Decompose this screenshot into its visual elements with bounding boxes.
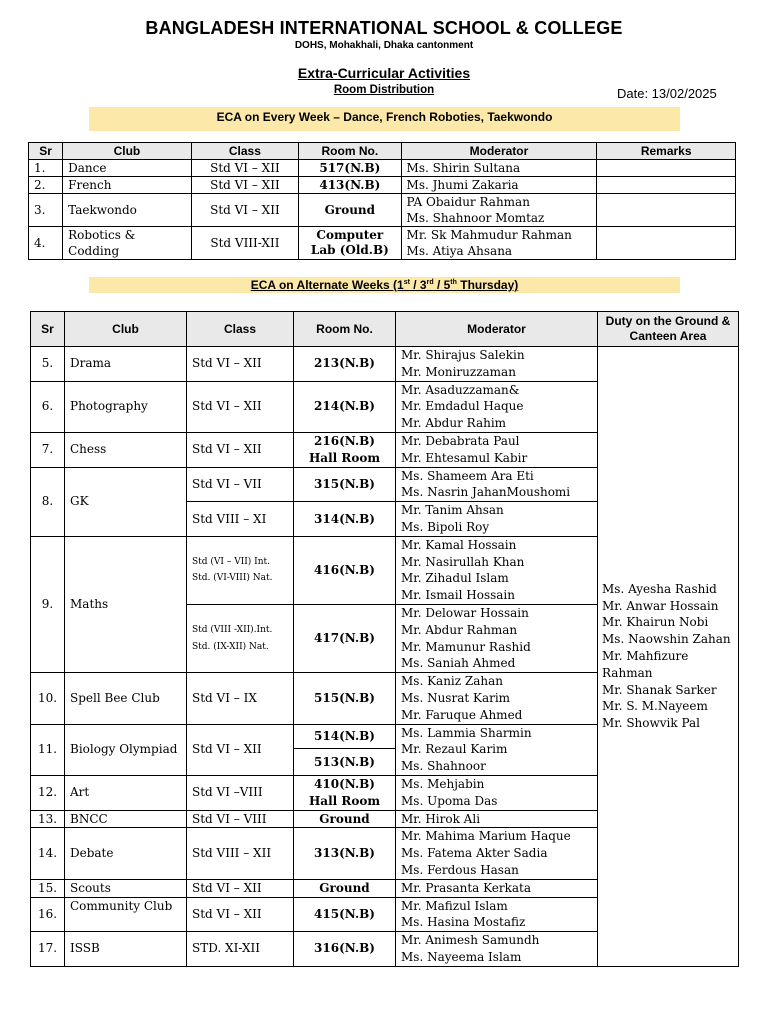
row-room: 316(N.B) [294, 932, 396, 967]
row-room: 315(N.B) [294, 467, 396, 502]
moderator-name: Ms. Ferdous Hasan [401, 862, 519, 877]
row-class: Std VIII-XII [191, 227, 298, 260]
moderator-name: Ms. Nayeema Islam [401, 949, 522, 964]
row-moderator [401, 227, 597, 260]
row-room: 517(N.B) [299, 160, 401, 177]
row-room: 417(N.B) [294, 604, 396, 672]
ordinal-suffix: rd [426, 279, 434, 286]
document-subtitle: Room Distribution [333, 84, 435, 96]
header-room: Room No. [294, 312, 396, 347]
row-room: 413(N.B) [299, 177, 401, 194]
alternate-table [30, 311, 739, 967]
row-club: Biology Olympiad [65, 724, 187, 775]
row-class: Std VIII – XI [187, 502, 294, 537]
row-moderator [396, 775, 598, 810]
alternate-table-header [31, 312, 739, 347]
moderator-name: Mr. Asaduzzaman& [401, 382, 520, 397]
ordinal-suffix: th [450, 279, 457, 286]
header-sr: Sr [29, 143, 63, 160]
row-class: Std VI – VII [187, 467, 294, 502]
row-class: Std VI – XII [187, 879, 294, 897]
row-club: Debate [65, 828, 187, 879]
row-room [294, 432, 396, 467]
moderator-name: Mr. Mamunur Rashid [401, 639, 531, 654]
banner-text: Thursday) [456, 278, 519, 292]
header-duty: Duty on the Ground & Canteen Area [598, 312, 739, 347]
moderator-name: Mr. Abdur Rahim [401, 416, 507, 431]
row-room: 416(N.B) [294, 536, 396, 604]
banner-text: / 3 [409, 278, 427, 292]
row-moderator [396, 381, 598, 432]
school-name: BANGLADESH INTERNATIONAL SCHOOL & COLLEGE [145, 18, 623, 38]
row-club: Spell Bee Club [65, 673, 187, 724]
duty-name: Mr. Mahfizure [602, 648, 689, 663]
moderator-name: Mr. Kamal Hossain [401, 537, 517, 552]
row-sr: 7. [31, 432, 65, 467]
row-moderator [396, 502, 598, 537]
row-room: 514(N.B) [294, 724, 396, 749]
room-number: Hall Room [308, 793, 381, 808]
class-range: Std. (IX-XII) Nat. [192, 641, 269, 652]
room-number: Hall Room [308, 450, 381, 465]
header-moderator: Moderator [396, 312, 598, 347]
row-room: 415(N.B) [294, 897, 396, 932]
row-room: 213(N.B) [294, 347, 396, 382]
moderator-name: Mr. Nasirullah Khan [401, 554, 525, 569]
moderator-name: Mr. Ehtesamul Kabir [401, 450, 528, 465]
row-sr: 4. [29, 227, 63, 260]
moderator-name: PA Obaidur Rahman [406, 195, 530, 209]
row-sr: 1. [29, 160, 63, 177]
header-class: Class [187, 312, 294, 347]
row-class: STD. XI-XII [187, 932, 294, 967]
header-club: Club [65, 312, 187, 347]
row-club: Maths [65, 536, 187, 672]
moderator-name: Mr. Tanim Ahsan [401, 503, 504, 518]
row-moderator [396, 932, 598, 967]
room-number: 410(N.B) [314, 776, 375, 791]
row-club: Chess [65, 432, 187, 467]
row-club: Taekwondo [63, 194, 192, 227]
moderator-name: Ms. Atiya Ahsana [406, 244, 513, 258]
table-row [29, 194, 736, 227]
header-class: Class [191, 143, 298, 160]
row-moderator [396, 536, 598, 604]
row-moderator [396, 673, 598, 724]
table-row [29, 177, 736, 194]
row-sr: 12. [31, 775, 65, 810]
weekly-table [28, 142, 736, 260]
row-club: French [63, 177, 192, 194]
row-sr: 10. [31, 673, 65, 724]
row-moderator [396, 347, 598, 382]
row-moderator [396, 724, 598, 775]
row-sr: 14. [31, 828, 65, 879]
moderator-name: Mr. Sk Mahmudur Rahman [406, 228, 572, 242]
row-room: 515(N.B) [294, 673, 396, 724]
weekly-table-header [29, 143, 736, 160]
row-class: Std VI – XII [187, 381, 294, 432]
row-sr: 5. [31, 347, 65, 382]
table-row [31, 347, 739, 382]
row-club: Scouts [65, 879, 187, 897]
row-sr: 3. [29, 194, 63, 227]
row-sr: 16. [31, 897, 65, 932]
class-range: Std (VIII -XII).Int. [192, 624, 273, 635]
table-row [29, 227, 736, 260]
ordinal-suffix: st [403, 279, 410, 286]
row-club: ISSB [65, 932, 187, 967]
row-moderator [396, 467, 598, 502]
duty-name: Mr. S. M.Nayeem [602, 699, 708, 714]
header-moderator: Moderator [401, 143, 597, 160]
moderator-name: Ms. Lammia Sharmin [401, 725, 532, 740]
header-sr: Sr [31, 312, 65, 347]
row-class [187, 536, 294, 604]
moderator-name: Mr. Abdur Rahman [401, 622, 518, 637]
row-class: Std VI – VIII [187, 810, 294, 828]
moderator-name: Ms. Shameem Ara Eti [401, 468, 534, 483]
class-range: Std (VI – VII) Int. [192, 556, 271, 567]
row-class: Std VI –VIII [187, 775, 294, 810]
moderator-name: Mr. Shirajus Salekin [401, 348, 525, 362]
row-moderator: Ms. Shirin Sultana [401, 160, 597, 177]
moderator-name: Ms. Mehjabin [401, 776, 485, 791]
moderator-name: Mr. Delowar Hossain [401, 605, 529, 620]
alternate-banner [89, 277, 680, 293]
row-room: 214(N.B) [294, 381, 396, 432]
row-club: Photography [65, 381, 187, 432]
class-range: Std. (VI-VIII) Nat. [192, 573, 273, 584]
row-moderator [401, 194, 597, 227]
header-room: Room No. [299, 143, 401, 160]
banner-text: ECA on Alternate Weeks (1 [250, 278, 404, 292]
row-club: BNCC [65, 810, 187, 828]
row-class: Std VIII – XII [187, 828, 294, 879]
header-club: Club [63, 143, 192, 160]
weekly-banner: ECA on Every Week – Dance, French Roboties, Taekwondo [89, 107, 680, 131]
row-room: 513(N.B) [294, 749, 396, 776]
row-remarks [597, 177, 736, 194]
row-moderator [396, 828, 598, 879]
row-room [294, 775, 396, 810]
moderator-name: Ms. Shahnoor [401, 759, 486, 774]
moderator-name: Mr. Animesh Samundh [401, 933, 540, 948]
moderator-name: Mr. Debabrata Paul [401, 433, 520, 448]
row-sr: 6. [31, 381, 65, 432]
moderator-name: Ms. Upoma Das [401, 793, 498, 808]
row-club: Drama [65, 347, 187, 382]
row-remarks [597, 194, 736, 227]
moderator-name: Ms. Nusrat Karim [401, 690, 511, 705]
room-number: 216(N.B) [314, 433, 375, 448]
duty-name: Ms. Ayesha Rashid [602, 581, 717, 596]
row-class [187, 604, 294, 672]
row-class: Std VI – XII [191, 160, 298, 177]
moderator-name: Mr. Faruque Ahmed [401, 707, 523, 722]
row-club: Dance [63, 160, 192, 177]
duty-name: Mr. Showvik Pal [602, 716, 701, 731]
duty-name: Mr. Shanak Sarker [602, 682, 717, 697]
duty-name: Ms. Naowshin Zahan [602, 632, 731, 647]
moderator-name: Mr. Emdadul Haque [401, 399, 524, 414]
moderator-name: Ms. Shahnoor Momtaz [406, 211, 545, 225]
row-sr: 17. [31, 932, 65, 967]
row-class: Std VI – IX [187, 673, 294, 724]
document-title: Extra-Curricular Activities [297, 65, 471, 81]
row-sr: 8. [31, 467, 65, 536]
row-sr: 9. [31, 536, 65, 672]
row-club: Community Club [65, 897, 187, 932]
moderator-name: Ms. Saniah Ahmed [401, 656, 516, 671]
table-row [29, 160, 736, 177]
row-club: Robotics & Codding [63, 227, 192, 260]
row-sr: 2. [29, 177, 63, 194]
row-class: Std VI – XII [187, 347, 294, 382]
row-room: Ground [294, 810, 396, 828]
row-sr: 13. [31, 810, 65, 828]
header-remarks: Remarks [597, 143, 736, 160]
row-moderator: Ms. Jhumi Zakaria [401, 177, 597, 194]
row-moderator: Mr. Prasanta Kerkata [396, 879, 598, 897]
duty-name: Mr. Khairun Nobi [602, 615, 709, 630]
duty-cell [598, 347, 739, 967]
row-class: Std VI – XII [191, 177, 298, 194]
row-room: Ground [299, 194, 401, 227]
moderator-name: Mr. Ismail Hossain [401, 588, 515, 603]
row-room: Ground [294, 879, 396, 897]
moderator-name: Mr. Mafizul Islam [401, 898, 508, 913]
row-sr: 11. [31, 724, 65, 775]
row-sr: 15. [31, 879, 65, 897]
duty-name: Rahman [602, 665, 653, 680]
moderator-name: Mr. Rezaul Karim [401, 742, 508, 757]
row-class: Std VI – XII [191, 194, 298, 227]
moderator-name: Ms. Fatema Akter Sadia [401, 846, 548, 861]
row-moderator [396, 432, 598, 467]
moderator-name: Ms. Kaniz Zahan [401, 674, 503, 689]
moderator-name: Ms. Nasrin JahanMoushomi [401, 485, 571, 500]
row-moderator [396, 604, 598, 672]
moderator-name: Mr. Moniruzzaman [401, 364, 516, 379]
moderator-name: Ms. Hasina Mostafiz [401, 915, 526, 930]
document-date: Date: 13/02/2025 [617, 86, 717, 101]
row-room: 313(N.B) [294, 828, 396, 879]
moderator-name: Mr. Mahima Marium Haque [401, 829, 571, 844]
row-room: Computer Lab (Old.B) [299, 227, 401, 260]
row-class: Std VI – XII [187, 724, 294, 775]
row-room: 314(N.B) [294, 502, 396, 537]
moderator-name: Mr. Zihadul Islam [401, 571, 509, 586]
moderator-name: Ms. Bipoli Roy [401, 519, 490, 534]
banner-text: / 5 [433, 278, 451, 292]
row-moderator: Mr. Hirok Ali [396, 810, 598, 828]
row-moderator [396, 897, 598, 932]
row-remarks [597, 227, 736, 260]
row-club: GK [65, 467, 187, 536]
row-class: Std VI – XII [187, 432, 294, 467]
school-address: DOHS, Mohakhali, Dhaka cantonment [294, 40, 474, 51]
row-club: Art [65, 775, 187, 810]
duty-name: Mr. Anwar Hossain [602, 598, 719, 613]
row-remarks [597, 160, 736, 177]
row-class: Std VI – XII [187, 897, 294, 932]
